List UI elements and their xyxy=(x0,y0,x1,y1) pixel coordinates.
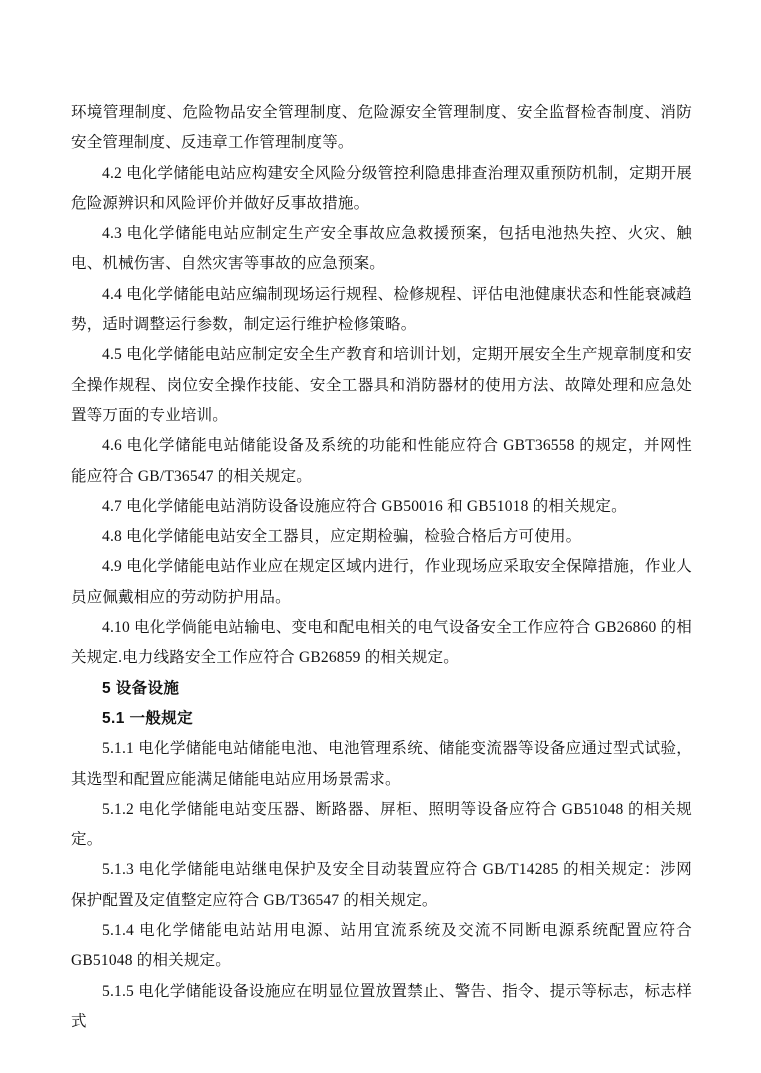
body-paragraph: 4.9 电化学储能电站作业应在规定区域内进行，作业现场应采取安全保障措施，作业人员应佩戴相应的劳动防护用品。 xyxy=(71,558,692,606)
body-paragraph: 4.10 电化学倘能电站输电、变电和配电相关的电气设备安全工作应符合 GB26860 的相关规定.电力线路安全工作应符合 GB26859 的相关规定。 xyxy=(71,619,692,667)
body-paragraph: 4.8 电化学储能电站安全工器貝，应定期检骗，检验合格后方可使用。 xyxy=(102,528,582,546)
document-text-block xyxy=(71,98,692,1037)
body-paragraph: 5.1.3 电化学储能电站继电保护及安全目动装置应符合 GB/T14285 的相关规定：涉网保护配置及定值整定应符合 GB/T36547 的相关规定。 xyxy=(71,861,692,909)
body-paragraph: 4.4 电化学储能电站应编制现场运行规程、检修规程、评估电池健康状态和性能衰减趋势，适时调整运行参数，制定运行维护检修策略。 xyxy=(71,285,692,334)
body-paragraph: 4.6 电化学储能电站储能设备及系统的功能和性能应符合 GBT36558 的规定，并网性能应符合 GB/T36547 的相关规定。 xyxy=(71,437,692,485)
body-paragraph: 4.7 电化学储能电站消防设备设施应符合 GB50016 和 GB51018 的相关规定。 xyxy=(102,497,627,515)
body-paragraph: 环境管理制度、危险物品安全管理制度、危险源安全管理制度、安全监督检杳制度、消防安全管理制度、反违章工作管理制度等。 xyxy=(71,104,692,152)
body-paragraph: 5.1.1 电化学储能电站储能电池、电池管理系统、储能变流器等设备应通过型式试验，其选型和配置应能满足储能电站应用场景需求。 xyxy=(71,740,692,788)
body-paragraph: 5.1.5 电化学储能设备设施应在明显位置放置禁止、警告、指令、提示等标志，标志样式 xyxy=(71,982,692,1030)
section-heading: 5 设备设施 xyxy=(102,679,180,697)
body-paragraph: 4.3 电化学储能电站应制定生产安全事故应急救援预案，包括电池热失控、火灾、触电、机械伤害、自然灾害等事故的应急预案。 xyxy=(71,225,692,273)
body-paragraph: 5.1.4 电化学储能电站站用电源、站用宜流系统及交流不同断电源系统配置应符合 GB51048 的相关规定。 xyxy=(71,922,692,970)
section-heading: 5.1 一般规定 xyxy=(102,709,194,727)
body-paragraph: 4.2 电化学储能电站应构建安全风险分级管控利隐患排查治理双重预防机制，定期开展危险源辨识和风险评价并做好反事故措施。 xyxy=(71,164,692,212)
body-paragraph: 4.5 电化学储能电站应制定安全生产教育和培训计划，定期开展安全生产规章制度和安全操作规程、岗位安全操作技能、安全工器具和消防器材的使用方法、故障处理和应急处置等万面的专业培训。 xyxy=(71,346,692,424)
body-paragraph: 5.1.2 电化学储能电站变压器、断路器、屏柜、照明等设备应符合 GB51048 的相关规定。 xyxy=(71,800,692,849)
